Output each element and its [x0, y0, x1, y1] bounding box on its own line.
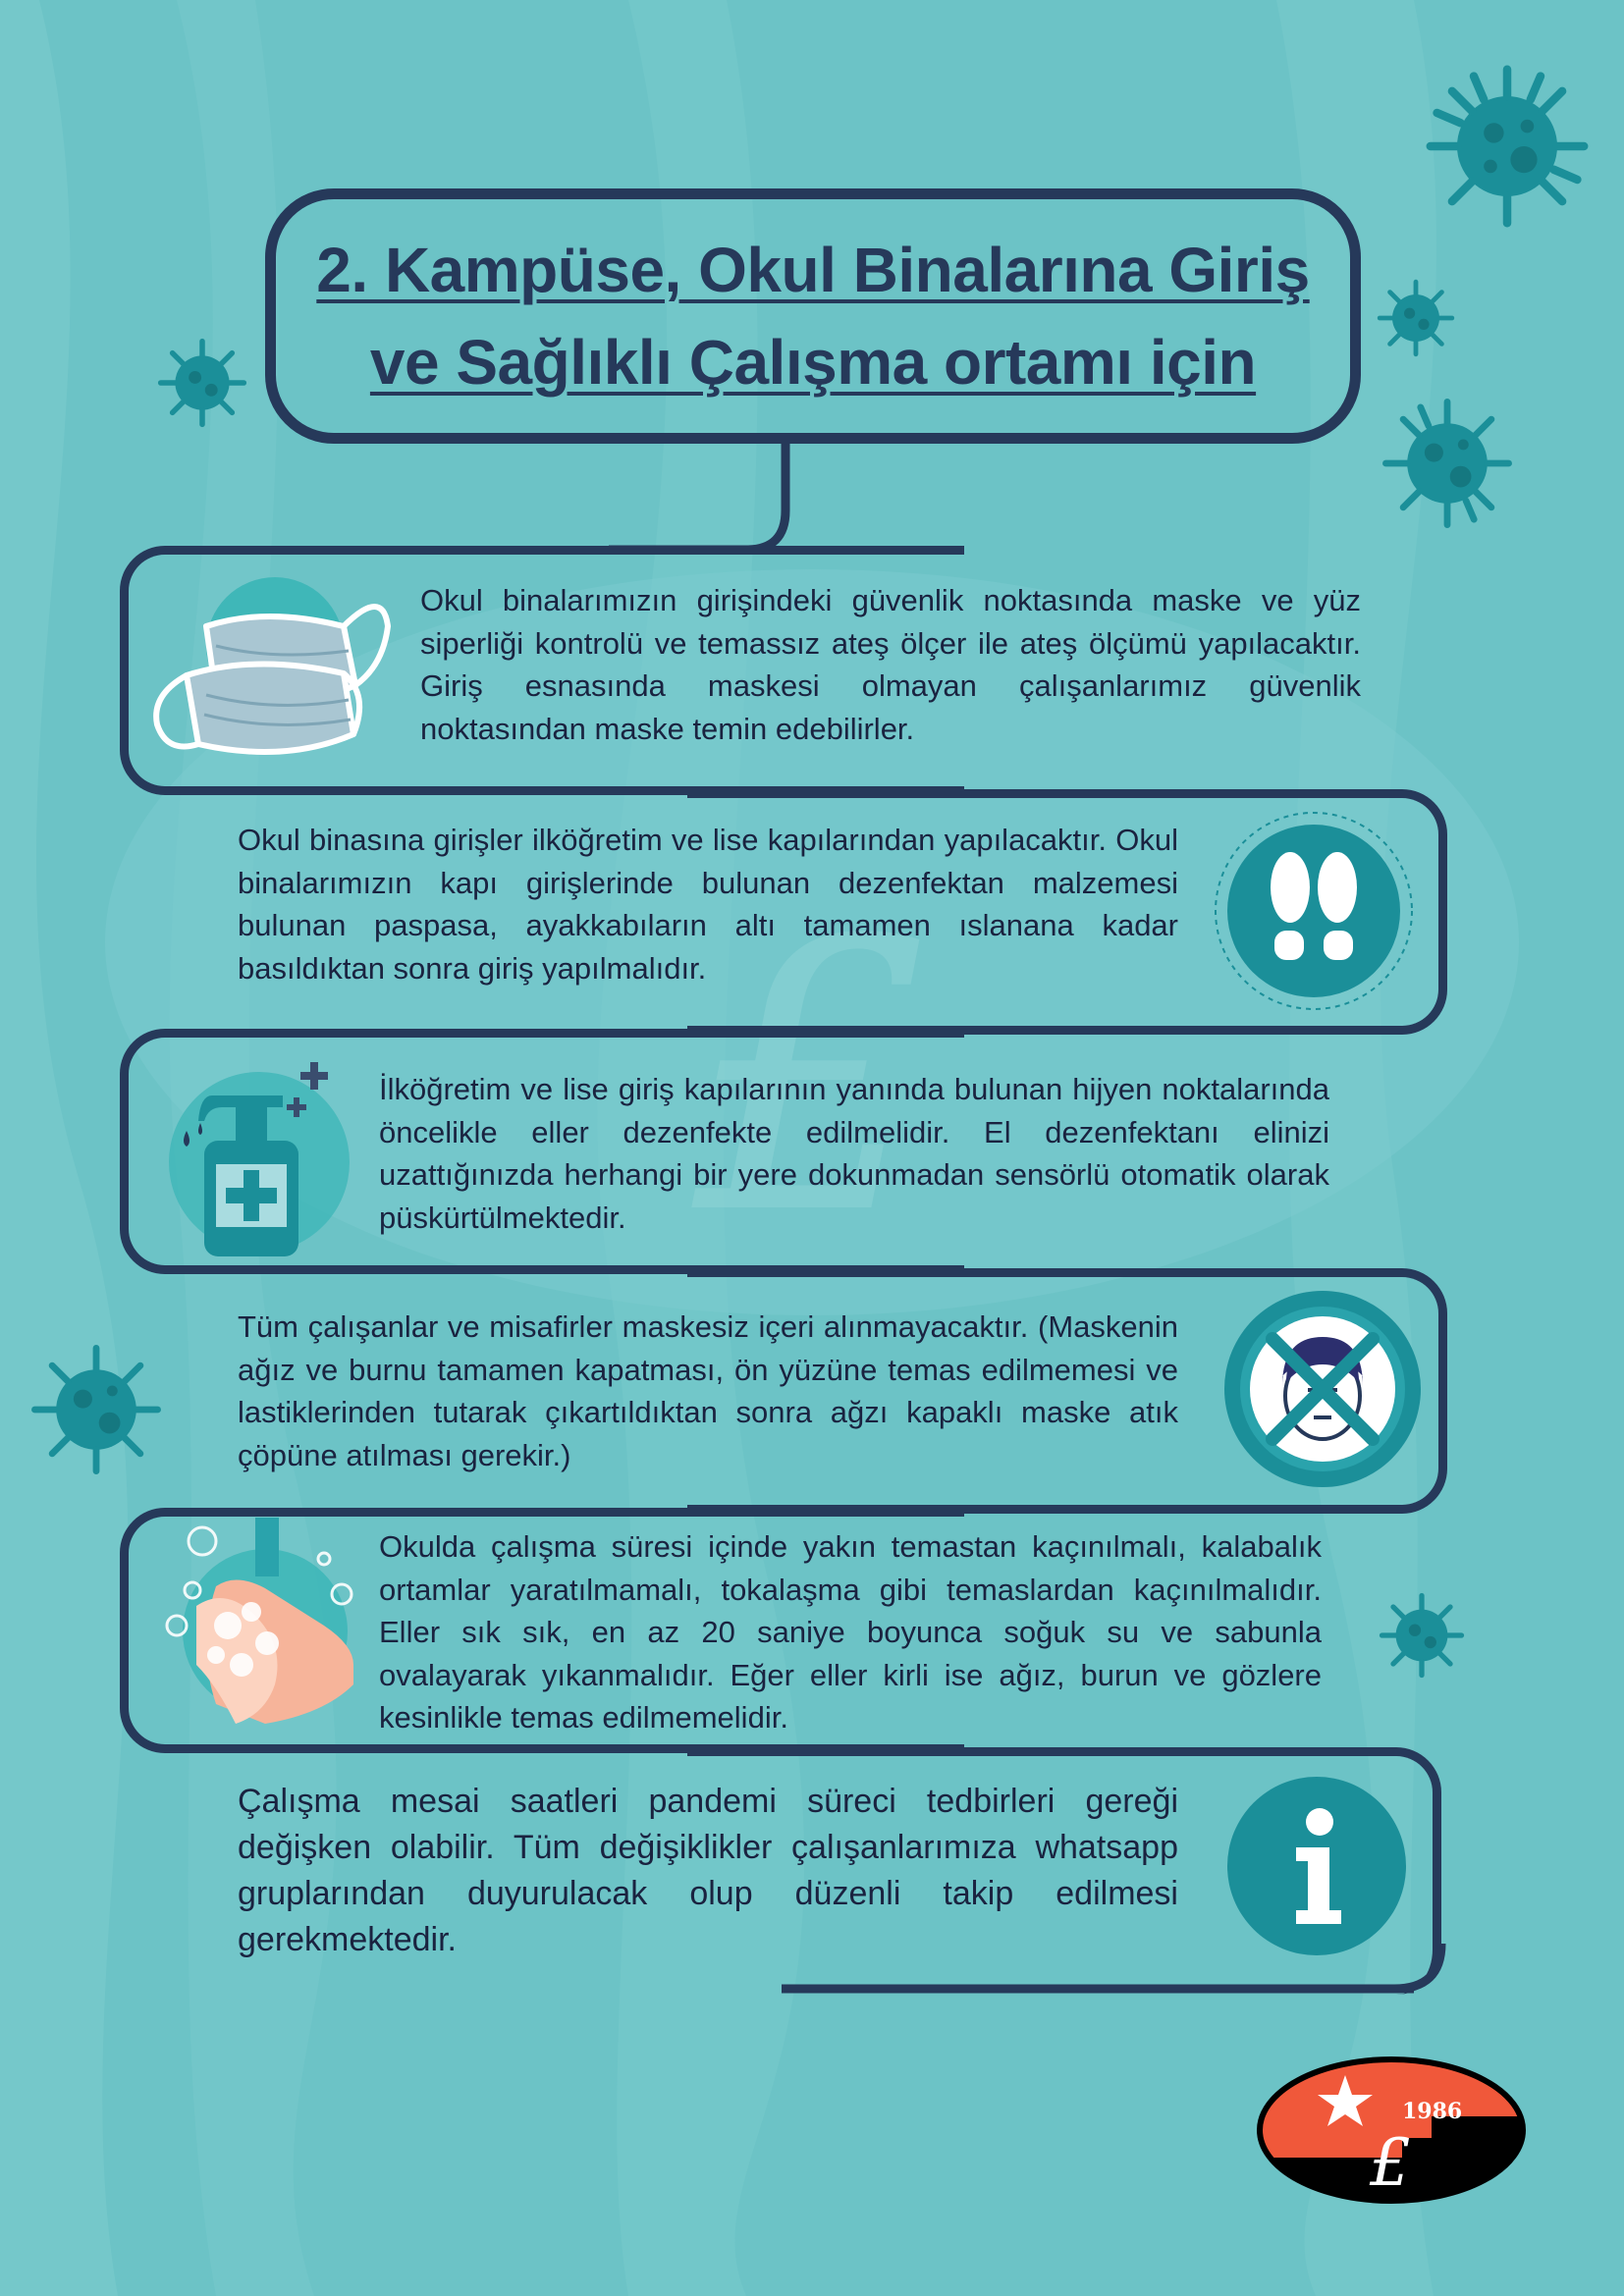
logo-letter: £	[1370, 2125, 1411, 2201]
school-logo	[1255, 2056, 1528, 2205]
section-no-mask-text: Tüm çalışanlar ve misafirler maskesiz içeri alınmayacaktır. (Maskenin ağız ve burnu tamamen kapatması, ön yüzüne temas edilmemesi ve lastiklerinden tutarak çıkartıldıktan sonra ağzı kapaklı maske atık çöpüne atılması gerekir.)	[238, 1309, 1178, 1472]
hand-sanitizer-icon	[165, 1052, 353, 1258]
section-info-text: Çalışma mesai saatleri pandemi süreci tedbirleri gereği değişken olabilir. Tüm değişiklikler çalışanlarımıza whatsapp gruplarından duyurulacak olup düzenli takip edilmesi gerekmektedir.	[238, 1783, 1178, 1958]
page-title-line-1: 2. Kampüse, Okul Binalarına Giriş	[316, 235, 1310, 305]
section-sanitizer-text: İlköğretim ve lise giriş kapılarının yanında bulunan hijyen noktalarında öncelikle eller dezenfekte edilmelidir. El dezenfektanı elinizi uzattığınızda herhangi bir yere dokunmadan sensörlü otomatik olarak püskürtülmektedir.	[379, 1072, 1329, 1235]
title-box	[265, 188, 1361, 444]
virus-icon	[29, 1343, 163, 1476]
virus-icon	[157, 338, 247, 428]
info-icon	[1227, 1777, 1406, 1955]
virus-icon	[1377, 279, 1455, 357]
no-mask-forbidden-icon	[1221, 1288, 1424, 1490]
section-footprints-text: Okul binasına girişler ilköğretim ve lise kapılarından yapılacaktır. Okul binalarımızın kapı girişlerinde bulunan dezenfektan malzemesi bulunan paspasa, ayakkabıların altı tamamen ıslanana kadar basıldıktan sonra giriş yapılmalıdır.	[238, 823, 1178, 986]
page-title-line-2: ve Sağlıklı Çalışma ortamı için	[369, 327, 1257, 398]
logo-year: 1986	[1402, 2099, 1463, 2124]
section-mask-text: Okul binalarımızın girişindeki güvenlik noktasında maske ve yüz siperliği kontrolü ve temassız ateş ölçer ile ateş ölçümü yapılacaktır. Giriş esnasında maskesi olmayan çalışanlarımız güvenlik noktasından maske temin edebilirler.	[420, 583, 1361, 746]
svg-text:£: £	[693, 861, 931, 1296]
hand-washing-icon	[157, 1518, 363, 1737]
virus-icon	[1424, 63, 1591, 230]
section-hand-washing-text: Okulda çalışma süresi içinde yakın temastan kaçınılmalı, kalabalık ortamlar yaratılmamalı, tokalaşma gibi temaslardan kaçınılmalıdır. Eller sık sık, en az 20 saniye boyunca soğuk su ve sabunla ovalayarak yıkanmalıdır. Eğer eller kirli ise ağız, burun ve gözlere kesinlikle temas edilmemelidir.	[379, 1529, 1322, 1735]
face-mask-icon	[147, 567, 393, 774]
virus-icon	[1380, 397, 1514, 530]
footprints-icon	[1212, 809, 1416, 1013]
virus-icon	[1379, 1592, 1465, 1679]
